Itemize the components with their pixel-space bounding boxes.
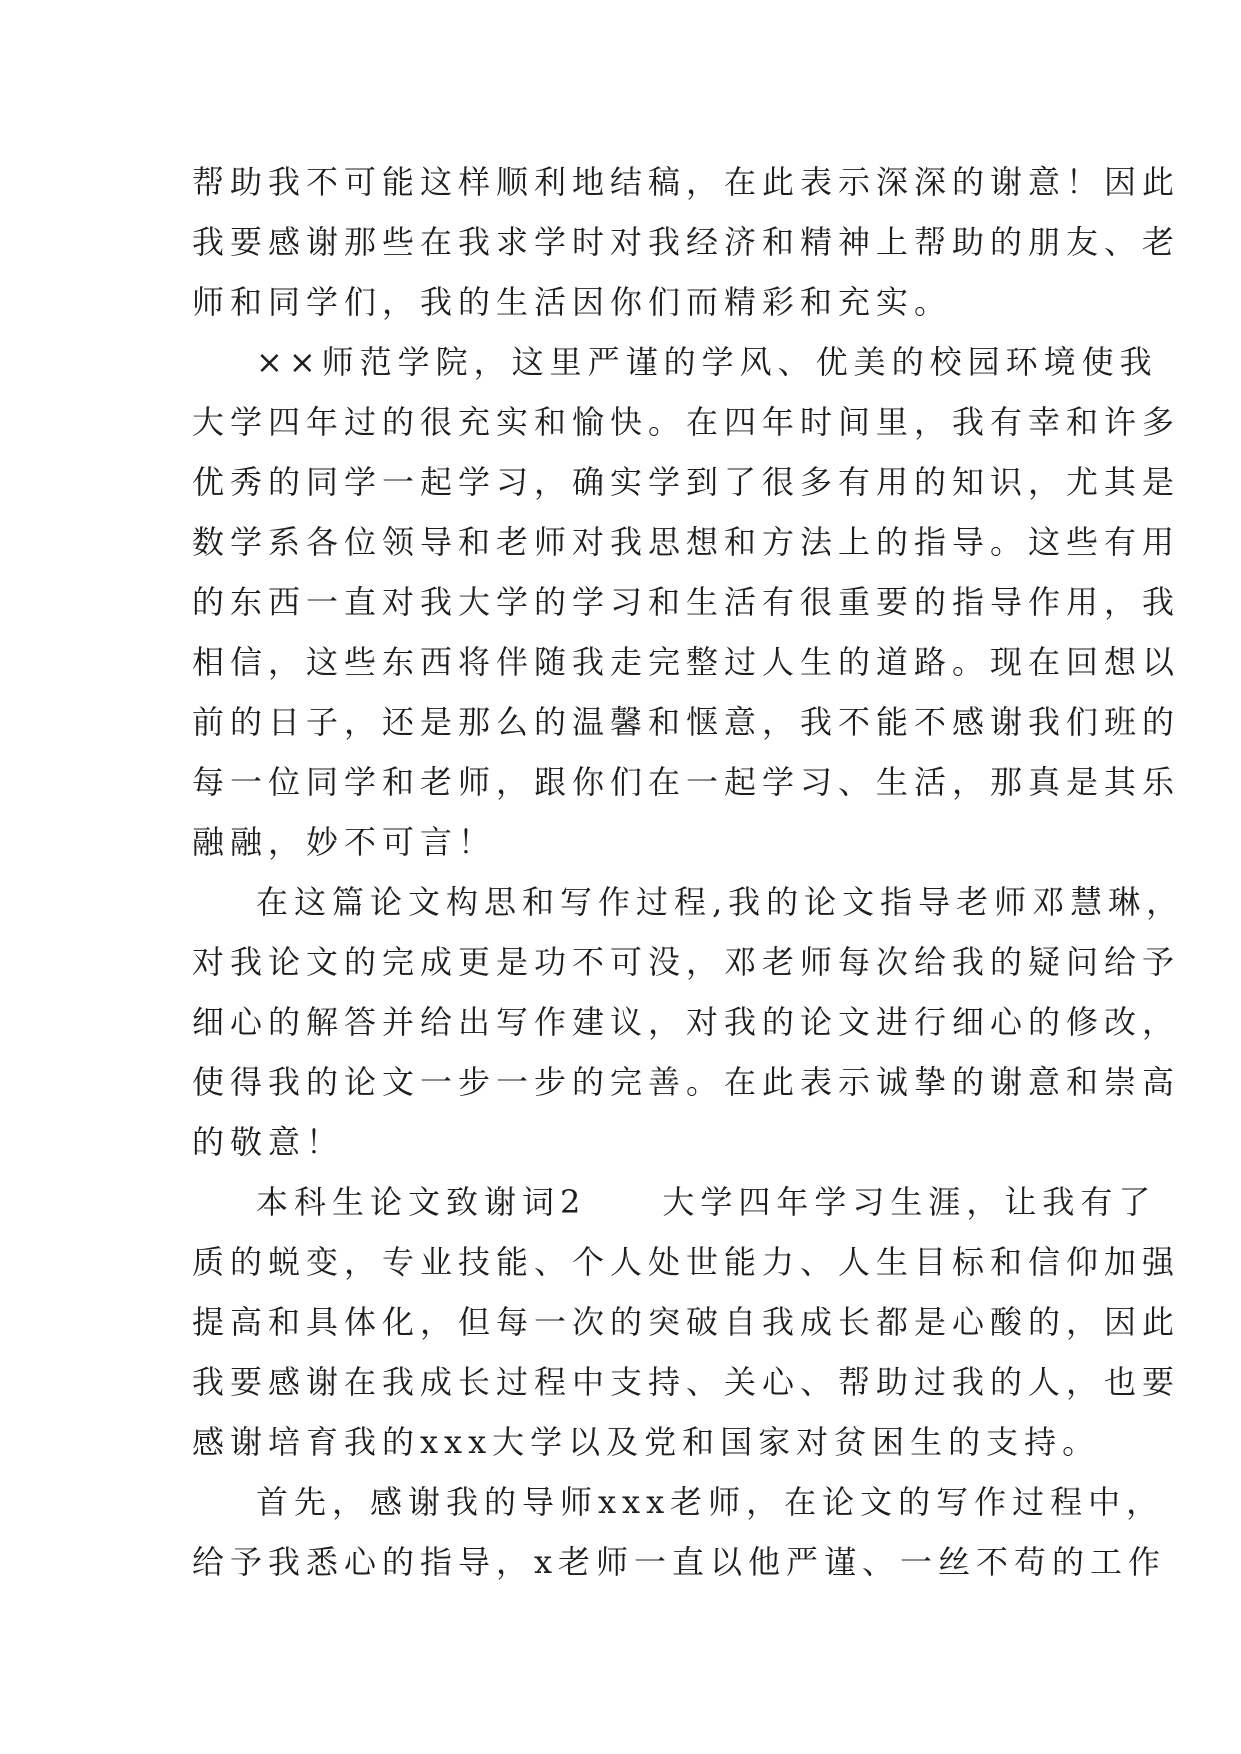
text-line: 本科生论文致谢词2 大学四年学习生涯，让我有了 bbox=[256, 1183, 1157, 1221]
text-line: 的敬意！ bbox=[192, 1123, 345, 1161]
text-line: 提高和具体化，但每一次的突破自我成长都是心酸的，因此 bbox=[192, 1303, 1181, 1341]
text-line: 的东西一直对我大学的学习和生活有很重要的指导作用，我 bbox=[192, 583, 1181, 621]
text-line: 融融，妙不可言！ bbox=[192, 823, 497, 861]
text-line: 我要感谢那些在我求学时对我经济和精神上帮助的朋友、老 bbox=[192, 223, 1181, 261]
text-line: 优秀的同学一起学习，确实学到了很多有用的知识，尤其是 bbox=[192, 463, 1181, 501]
text-line: 相信，这些东西将伴随我走完整过人生的道路。现在回想以 bbox=[192, 643, 1181, 681]
text-line: 对我论文的完成更是功不可没，邓老师每次给我的疑问给予 bbox=[192, 943, 1181, 981]
text-line: 首先，感谢我的导师xxx老师，在论文的写作过程中， bbox=[256, 1483, 1165, 1521]
text-line: 感谢培育我的xxx大学以及党和国家对贫困生的支持。 bbox=[192, 1423, 1101, 1461]
text-line: 帮助我不可能这样顺利地结稿，在此表示深深的谢意！因此 bbox=[192, 163, 1181, 201]
text-line: 师和同学们，我的生活因你们而精彩和充实。 bbox=[192, 283, 953, 321]
text-line: 在这篇论文构思和写作过程,我的论文指导老师邓慧琳， bbox=[256, 883, 1185, 921]
text-line: 大学四年过的很充实和愉快。在四年时间里，我有幸和许多 bbox=[192, 403, 1181, 441]
text-line: 细心的解答并给出写作建议，对我的论文进行细心的修改， bbox=[192, 1003, 1181, 1041]
text-line: 我要感谢在我成长过程中支持、关心、帮助过我的人，也要 bbox=[192, 1363, 1181, 1401]
text-line: ××师范学院，这里严谨的学风、优美的校园环境使我 bbox=[256, 343, 1158, 381]
text-line: 给予我悉心的指导，x老师一直以他严谨、一丝不苟的工作 bbox=[192, 1543, 1167, 1581]
text-line: 每一位同学和老师，跟你们在一起学习、生活，那真是其乐 bbox=[192, 763, 1181, 801]
text-line: 数学系各位领导和老师对我思想和方法上的指导。这些有用 bbox=[192, 523, 1181, 561]
text-line: 使得我的论文一步一步的完善。在此表示诚挚的谢意和崇高 bbox=[192, 1063, 1181, 1101]
text-line: 质的蜕变，专业技能、个人处世能力、人生目标和信仰加强 bbox=[192, 1243, 1181, 1281]
text-line: 前的日子，还是那么的温馨和惬意，我不能不感谢我们班的 bbox=[192, 703, 1181, 741]
